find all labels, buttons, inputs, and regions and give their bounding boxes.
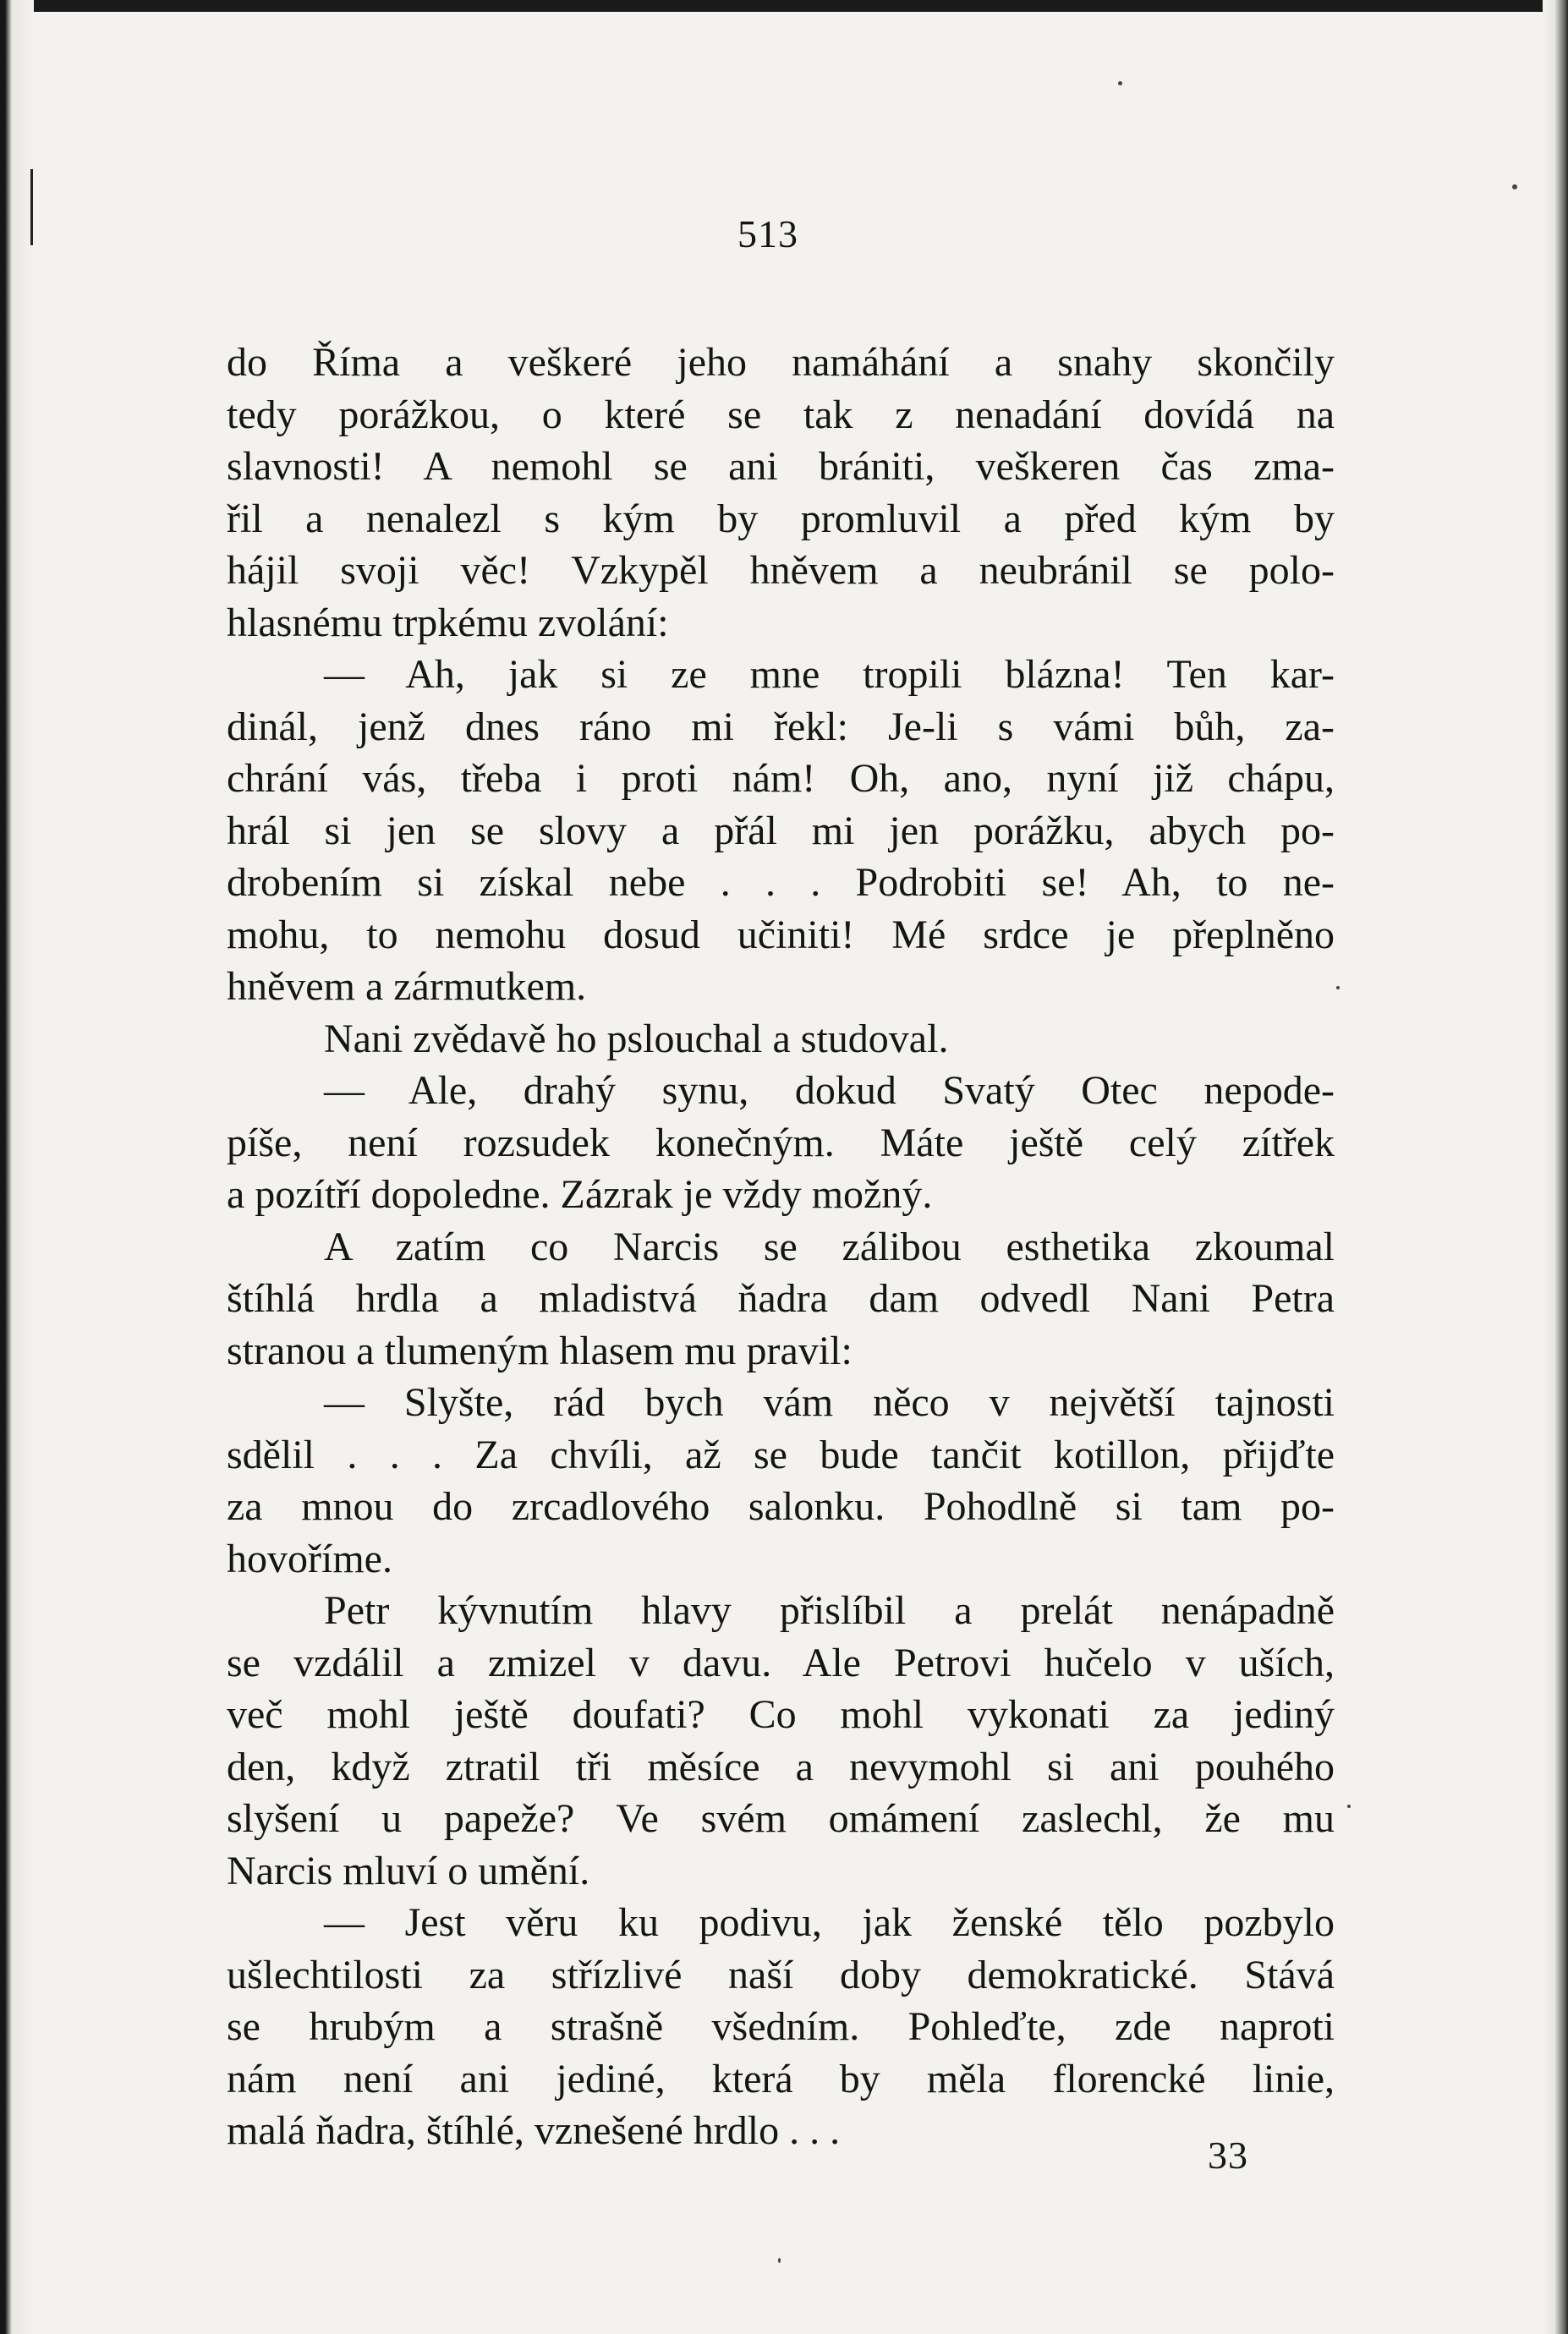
text-line: ušlechtilosti za střízlivé naší doby demokratické. Stává <box>227 1952 1335 1997</box>
text-line: A zatím co Narcis se zálibou esthetika zkoumal <box>324 1224 1335 1269</box>
text-line: hrál si jen se slovy a přál mi jen porážku, abych po- <box>227 808 1335 853</box>
text-line: — Slyšte, rád bych vám něco v největší tajnosti <box>324 1380 1335 1425</box>
text-line: — Ale, drahý synu, dokud Svatý Otec nepode- <box>324 1068 1335 1113</box>
text-line: do Říma a veškeré jeho namáhání a snahy skončily <box>227 340 1335 385</box>
text-line: dinál, jenž dnes ráno mi řekl: Je-li s vámi bůh, za- <box>227 704 1335 749</box>
text-line: Petr kývnutím hlavy přislíbil a prelát nenápadně <box>324 1588 1335 1633</box>
text-line: stranou a tlumeným hlasem mu pravil: <box>227 1328 853 1373</box>
text-line: slyšení u papeže? Ve svém omámení zaslechl, že mu <box>227 1796 1335 1841</box>
dust-speck <box>778 2258 781 2263</box>
body-text <box>227 337 1335 2157</box>
text-line: chrání vás, třeba i proti nám! Oh, ano, nyní již chápu, <box>227 756 1335 801</box>
scan-top-edge <box>0 0 1568 12</box>
scan-right-edge <box>1543 0 1568 2334</box>
text-line: slavnosti! A nemohl se ani brániti, veškeren čas zma- <box>227 444 1335 489</box>
text-line: píše, není rozsudek konečným. Máte ještě celý zítřek <box>227 1120 1335 1165</box>
text-line: hlasnému trpkému zvolání: <box>227 600 669 645</box>
text-line: hněvem a zármutkem. <box>227 964 587 1009</box>
text-line: Narcis mluví o umění. <box>227 1848 590 1893</box>
text-line: se hrubým a strašně všedním. Pohleďte, zde naproti <box>227 2004 1335 2049</box>
scan-binding-mark <box>30 169 33 245</box>
text-line: za mnou do zrcadlového salonku. Pohodlně si tam po- <box>227 1484 1335 1529</box>
text-line: hájil svoji věc! Vzkypěl hněvem a neubránil se polo- <box>227 548 1335 593</box>
text-line: štíhlá hrdla a mladistvá ňadra dam odvedl Nani Petra <box>227 1276 1335 1321</box>
text-line: drobením si získal nebe . . . Podrobiti se! Ah, to ne- <box>227 860 1335 905</box>
text-line: nám není ani jediné, která by měla florencké linie, <box>227 2056 1335 2101</box>
signature-number: 33 <box>1208 2134 1248 2177</box>
text-line: a pozítří dopoledne. Zázrak je vždy možný. <box>227 1172 933 1217</box>
dust-speck <box>1336 986 1340 989</box>
text-line: den, když ztratil tři měsíce a nevymohl si ani pouhého <box>227 1744 1335 1789</box>
text-line: — Jest věru ku podivu, jak ženské tělo pozbylo <box>324 1900 1335 1945</box>
text-line: malá ňadra, štíhlé, vznešené hrdlo . . . <box>227 2108 841 2153</box>
text-line: Nani zvědavě ho pslouchal a studoval. <box>324 1016 949 1061</box>
text-line: tedy porážkou, o které se tak z nenadání dovídá na <box>227 392 1335 437</box>
text-line: řil a nenalezl s kým by promluvil a před kým by <box>227 496 1335 541</box>
page-number: 513 <box>737 212 798 255</box>
text-line: mohu, to nemohu dosud učiniti! Mé srdce je přeplněno <box>227 912 1335 957</box>
dust-speck <box>1512 184 1517 189</box>
text-line: hovoříme. <box>227 1536 392 1581</box>
dust-speck <box>1118 81 1122 85</box>
dust-speck <box>1347 1805 1351 1808</box>
text-line: — Ah, jak si ze mne tropili blázna! Ten kar- <box>324 652 1335 697</box>
text-line: sdělil . . . Za chvíli, až se bude tančit kotillon, přijďte <box>227 1432 1335 1477</box>
text-line: več mohl ještě doufati? Co mohl vykonati za jediný <box>227 1692 1335 1737</box>
text-line: se vzdálil a zmizel v davu. Ale Petrovi hučelo v uších, <box>227 1640 1335 1685</box>
scan-left-edge <box>0 0 34 2334</box>
